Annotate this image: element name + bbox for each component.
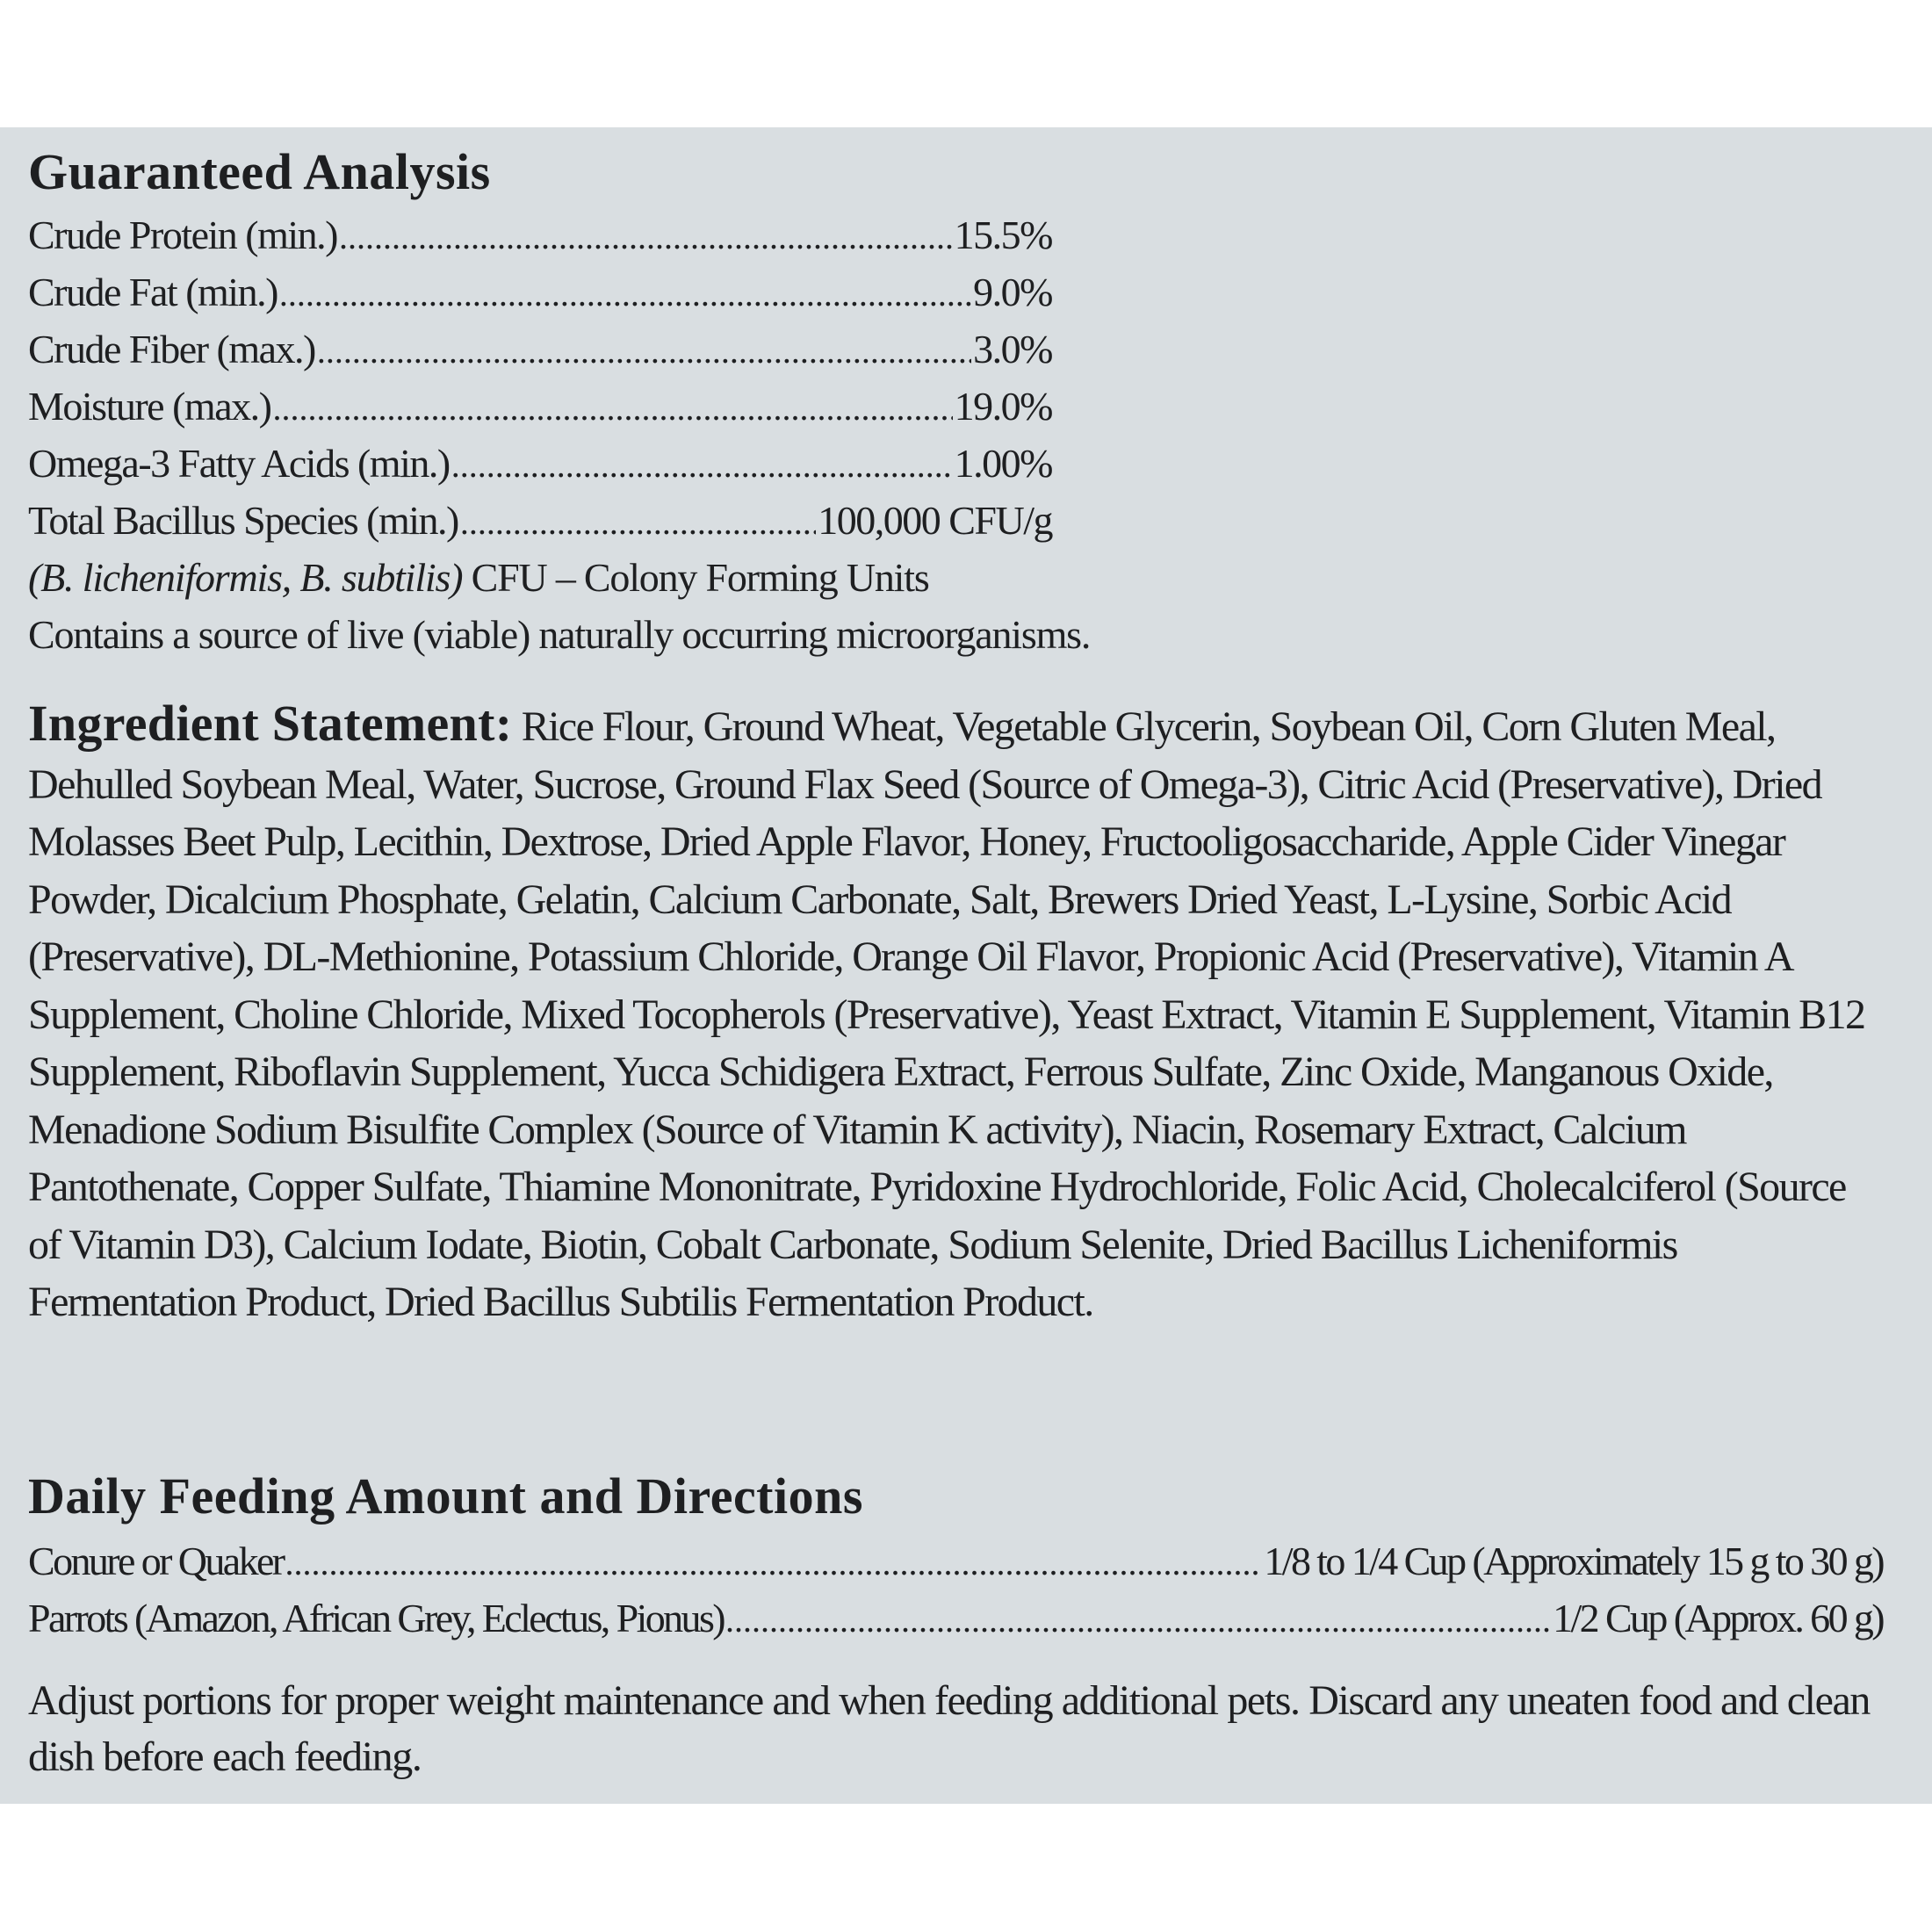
analysis-value: 9.0% [973, 270, 1052, 314]
analysis-value: 100,000 CFU/g [818, 498, 1052, 543]
feeding-directions: Adjust portions for proper weight maintenance and when feeding additional pets. Discard any uneaten food and clean dish before each feeding. [28, 1677, 1871, 1780]
analysis-value: 3.0% [973, 327, 1052, 371]
analysis-label: Crude Fat (min.) [28, 270, 278, 314]
ingredient-statement-title: Ingredient Statement: [28, 695, 513, 752]
bird-type: Parrots (Amazon, African Grey, Eclectus, Pionus) [28, 1596, 724, 1640]
analysis-label: Crude Protein (min.) [28, 213, 337, 257]
analysis-row [28, 443, 1052, 484]
leader-dots [279, 277, 971, 312]
analysis-value: 1.00% [954, 441, 1052, 486]
ingredient-list: Rice Flour, Ground Wheat, Vegetable Glycerin, Soybean Oil, Corn Gluten Meal, Dehulled Soybean Meal, Water, Sucrose, Ground Flax Seed (Source of Omega-3), Citric Acid (Preservative), Dried Molasses Beet Pulp, Lecithin, Dextrose, Dried Apple Flavor, Honey, Fructooligosaccharide, Apple Cider Vinegar Powder, Dicalcium Phosphate, Gelatin, Calcium Carbonate, Salt, Brewers Dried Yeast, L-Lysine, Sorbic Acid (Preservative), DL-Methionine, Potassium Chloride, Orange Oil Flavor, Propionic Acid (Preservative), Vitamin A Supplement, Choline Chloride, Mixed Tocopherols (Preservative), Yeast Extract, Vitamin E Supplement, Vitamin B12 Supplement, Riboflavin Supplement, Yucca Schidigera Extract, Ferrous Sulfate, Zinc Oxide, Manganous Oxide, Menadione Sodium Bisulfite Complex (Source of Vitamin K activity), Niacin, Rosemary Extract, Calcium Pantothenate, Copper Sulfate, Thiamine Mononitrate, Pyridoxine Hydrochloride, Folic Acid, Cholecalciferol (Source of Vitamin D3), Calcium Iodate, Biotin, Cobalt Carbonate, Sodium Selenite, Dried Bacillus Licheniformis Fermentation Product, Dried Bacillus Subtilis Fermentation Product. [28, 703, 1865, 1325]
feeding-amount: 1/8 to 1/4 Cup (Approximately 15 g to 30 g) [1264, 1539, 1883, 1583]
analysis-label: Omega-3 Fatty Acids (min.) [28, 441, 450, 486]
analysis-value: 15.5% [954, 213, 1052, 257]
leader-dots [339, 220, 953, 255]
analysis-label: Total Bacillus Species (min.) [28, 498, 458, 543]
label-panel [0, 127, 1932, 1804]
leader-dots [725, 1603, 1551, 1638]
leader-dots [451, 448, 953, 483]
leader-dots [272, 391, 952, 426]
analysis-row [28, 386, 1052, 427]
leader-dots [285, 1546, 1263, 1581]
analysis-row [28, 498, 1052, 543]
feeding-row [28, 1598, 1883, 1639]
analysis-row [28, 215, 1052, 256]
analysis-value: 19.0% [954, 384, 1052, 429]
feeding-amount: 1/2 Cup (Approx. 60 g) [1553, 1596, 1883, 1640]
leader-dots [317, 334, 971, 369]
bird-type: Conure or Quaker [28, 1539, 284, 1583]
cfu-definition: CFU – Colony Forming Units [462, 555, 929, 600]
analysis-row [28, 329, 1052, 370]
species-names: (B. licheniformis, B. subtilis) [28, 555, 463, 600]
species-note [28, 555, 929, 600]
live-microorganisms-note: Contains a source of live (viable) naturally occurring microorganisms. [28, 612, 1091, 657]
analysis-label: Crude Fiber (max.) [28, 327, 315, 371]
leader-dots [460, 505, 816, 540]
feeding-title: Daily Feeding Amount and Directions [28, 1467, 863, 1525]
ingredient-statement [28, 695, 1872, 1331]
analysis-label: Moisture (max.) [28, 384, 271, 429]
feeding-row [28, 1541, 1883, 1582]
guaranteed-analysis-title: Guaranteed Analysis [28, 143, 491, 200]
analysis-row [28, 272, 1052, 313]
